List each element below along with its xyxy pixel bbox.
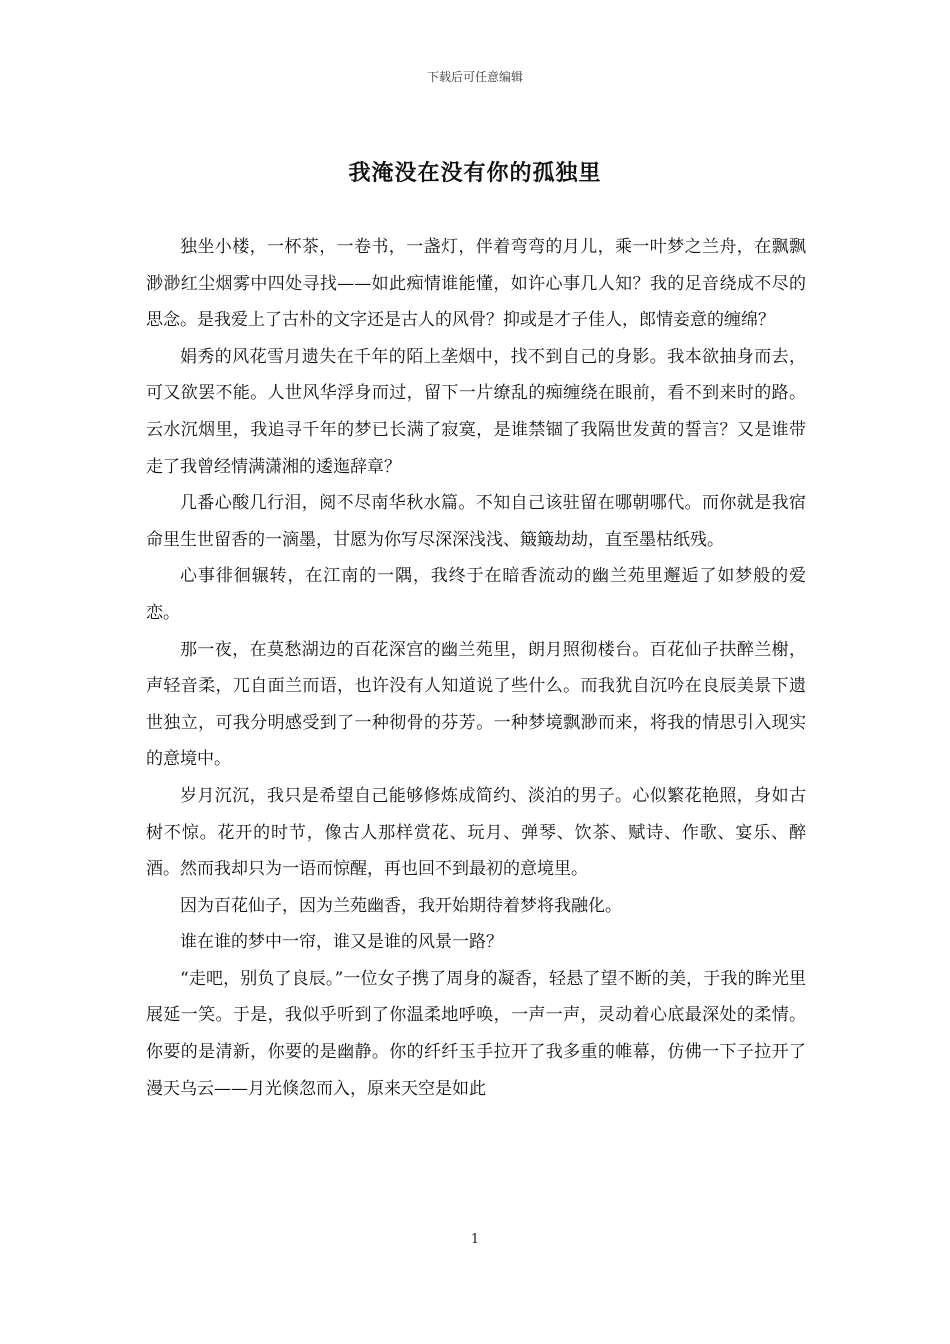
paragraph: 娟秀的风花雪月遗失在千年的陌上垄烟中，找不到自己的身影。我本欲抽身而去，可又欲罢不能。人世风华浮身而过，留下一片缭乱的痴缠绕在眼前，看不到来时的路。云水沉烟里，我追寻千年的梦已长满了寂寞，是谁禁锢了我隔世发黄的誓言？又是谁带走了我曾经情满潇湘的逶迤辞章？ (146, 346, 806, 477)
page-header: 下载后可任意编辑 (426, 70, 523, 84)
paragraph: 因为百花仙子，因为兰苑幽香，我开始期待着梦将我融化。 (180, 895, 622, 916)
document-title: 我淹没在没有你的孤独里 (348, 160, 602, 186)
paragraph: 岁月沉沉，我只是希望自己能够修炼成简约、淡泊的男子。心似繁花艳照，身如古树不惊。花开的时节，像古人那样赏花、玩月、弹琴、饮茶、赋诗、作歌、宴乐、醉酒。然而我却只为一语而惊醒，再也回不到最初的意境里。 (146, 785, 806, 880)
page-number: 1 (470, 1232, 480, 1247)
paragraph: 心事徘徊辗转，在江南的一隅，我终于在暗香流动的幽兰苑里邂逅了如梦般的爱恋。 (146, 566, 806, 623)
paragraph: 谁在谁的梦中一帘，谁又是谁的风景一路？ (180, 932, 503, 953)
paragraph: 几番心酸几行泪，阅不尽南华秋水篇。不知自己该驻留在哪朝哪代。而你就是我宿命里生世留香的一滴墨，甘愿为你写尽深深浅浅、簸簸劫劫，直至墨枯纸残。 (146, 493, 806, 550)
document-body (146, 229, 806, 1107)
paragraph: “走吧，别负了良辰。”一位女子携了周身的凝香，轻悬了望不断的美，于我的眸光里展延一笑。于是，我似乎听到了你温柔地呼唤，一声一声，灵动着心底最深处的柔情。你要的是清新，你要的是幽静。你的纤纤玉手拉开了我多重的帷幕，仿佛一下子拉开了漫天乌云——月光倏忽而入，原来天空是如此 (146, 968, 806, 1099)
paragraph: 那一夜，在莫愁湖边的百花深宫的幽兰苑里，朗月照彻楼台。百花仙子扶醉兰榭，声轻音柔，兀自面兰而语，也许没有人知道说了些什么。而我犹自沉吟在良辰美景下遗世独立，可我分明感受到了一种彻骨的芬芳。一种梦境飘渺而来，将我的情思引入现实的意境中。 (146, 639, 806, 770)
paragraph: 独坐小楼，一杯茶，一卷书，一盏灯，伴着弯弯的月儿，乘一叶梦之兰舟，在飘飘渺渺红尘烟雾中四处寻找——如此痴情谁能懂，如许心事几人知？我的足音绕成不尽的思念。是我爱上了古朴的文字还是古人的风骨？抑或是才子佳人，郎情妾意的缠绵？ (146, 237, 806, 331)
